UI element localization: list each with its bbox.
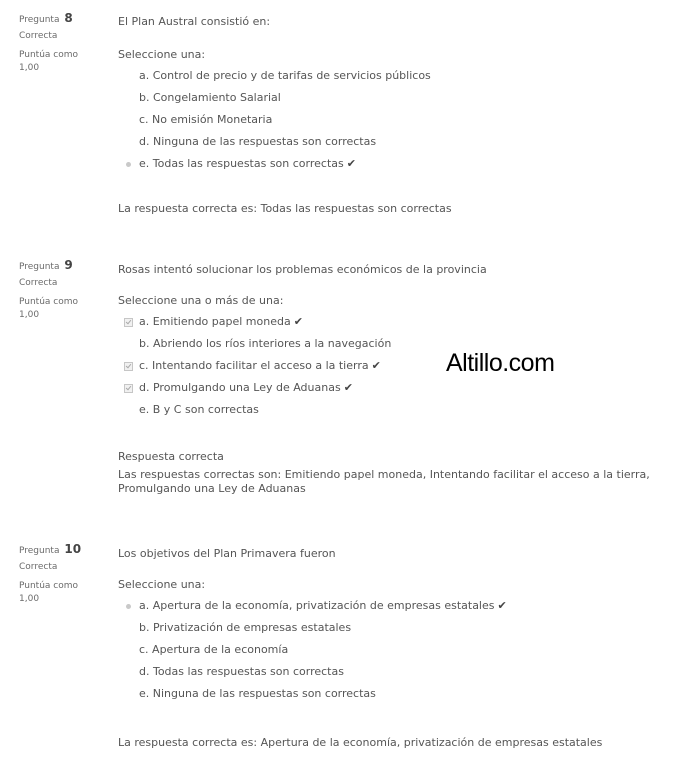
answer-option[interactable] bbox=[118, 65, 698, 87]
answer-prompt: Seleccione una o más de una: bbox=[118, 294, 284, 307]
option-label: e. Ninguna de las respuestas son correctas bbox=[139, 687, 376, 700]
option-label: b. Congelamiento Salarial bbox=[139, 91, 281, 104]
answer-options bbox=[118, 311, 698, 421]
option-label: c. Apertura de la economía bbox=[139, 643, 289, 656]
question-number: 10 bbox=[64, 542, 82, 556]
correct-answer-feedback: Las respuestas correctas son: Emitiendo papel moneda, Intentando facilitar el acceso a la tierra, Promulgando una Ley de Aduanas bbox=[118, 468, 650, 495]
question-label: Pregunta bbox=[19, 546, 60, 556]
option-label: d. Promulgando una Ley de Aduanas bbox=[139, 381, 341, 394]
question-info bbox=[19, 543, 109, 606]
option-label: a. Control de precio y de tarifas de servicios públicos bbox=[139, 69, 431, 82]
question-content bbox=[118, 543, 698, 750]
answer-option-selected[interactable] bbox=[118, 153, 698, 175]
question-grade: Puntúa como 1,00 bbox=[19, 581, 79, 604]
option-label: a. Apertura de la economía, privatización de empresas estatales bbox=[139, 599, 495, 612]
question-state: Correcta bbox=[19, 278, 58, 288]
answer-option-selected[interactable] bbox=[118, 595, 698, 617]
option-label: d. Ninguna de las respuestas son correctas bbox=[139, 135, 377, 148]
answer-options bbox=[118, 595, 698, 705]
question-text: Rosas intentó solucionar los problemas económicos de la provincia bbox=[118, 263, 487, 276]
question-grade: Puntúa como 1,00 bbox=[19, 297, 79, 320]
question-content bbox=[118, 12, 698, 216]
answer-options bbox=[118, 65, 698, 175]
watermark-text: Altillo.com bbox=[446, 349, 555, 377]
question-text: El Plan Austral consistió en: bbox=[118, 15, 271, 28]
option-label: d. Todas las respuestas son correctas bbox=[139, 665, 344, 678]
question-number: 9 bbox=[64, 258, 73, 272]
question-grade: Puntúa como 1,00 bbox=[19, 50, 79, 73]
check-icon: ✔ bbox=[371, 359, 381, 372]
answer-option[interactable] bbox=[118, 131, 698, 153]
question-number: 8 bbox=[64, 11, 73, 25]
check-icon: ✔ bbox=[343, 381, 353, 394]
answer-option-selected[interactable] bbox=[118, 311, 698, 333]
question-state: Correcta bbox=[19, 31, 58, 41]
radio-dot-icon[interactable] bbox=[123, 153, 133, 175]
option-label: a. Emitiendo papel moneda bbox=[139, 315, 291, 328]
question-label: Pregunta bbox=[19, 262, 60, 272]
answer-option[interactable] bbox=[118, 399, 698, 421]
option-label: b. Abriendo los ríos interiores a la navegación bbox=[139, 337, 392, 350]
question-state: Correcta bbox=[19, 562, 58, 572]
answer-prompt: Seleccione una: bbox=[118, 48, 206, 61]
question-content bbox=[118, 259, 698, 496]
check-icon: ✔ bbox=[293, 315, 303, 328]
answer-option[interactable] bbox=[118, 639, 698, 661]
option-label: e. Todas las respuestas son correctas bbox=[139, 157, 344, 170]
question-info bbox=[19, 259, 109, 322]
answer-option[interactable] bbox=[118, 333, 698, 355]
question-info bbox=[19, 12, 109, 75]
correct-answer-feedback: La respuesta correcta es: Todas las respuestas son correctas bbox=[118, 202, 452, 215]
check-icon: ✔ bbox=[497, 599, 507, 612]
correct-answer-feedback: La respuesta correcta es: Apertura de la economía, privatización de empresas estatales bbox=[118, 736, 603, 749]
answer-option[interactable] bbox=[118, 617, 698, 639]
answer-option[interactable] bbox=[118, 87, 698, 109]
checkbox-checked-icon[interactable] bbox=[123, 377, 133, 399]
question-text: Los objetivos del Plan Primavera fueron bbox=[118, 547, 336, 560]
answer-option[interactable] bbox=[118, 661, 698, 683]
option-label: e. B y C son correctas bbox=[139, 403, 259, 416]
option-label: c. Intentando facilitar el acceso a la tierra bbox=[139, 359, 369, 372]
answer-option[interactable] bbox=[118, 109, 698, 131]
option-label: c. No emisión Monetaria bbox=[139, 113, 273, 126]
radio-dot-icon[interactable] bbox=[123, 595, 133, 617]
checkbox-checked-icon[interactable] bbox=[123, 355, 133, 377]
question-label: Pregunta bbox=[19, 15, 60, 25]
option-label: b. Privatización de empresas estatales bbox=[139, 621, 352, 634]
answer-option-selected[interactable] bbox=[118, 377, 698, 399]
checkbox-checked-icon[interactable] bbox=[123, 311, 133, 333]
answer-option[interactable] bbox=[118, 683, 698, 705]
answer-option-selected[interactable] bbox=[118, 355, 698, 377]
answer-prompt: Seleccione una: bbox=[118, 578, 206, 591]
feedback-title: Respuesta correcta bbox=[118, 450, 224, 463]
check-icon: ✔ bbox=[346, 157, 356, 170]
